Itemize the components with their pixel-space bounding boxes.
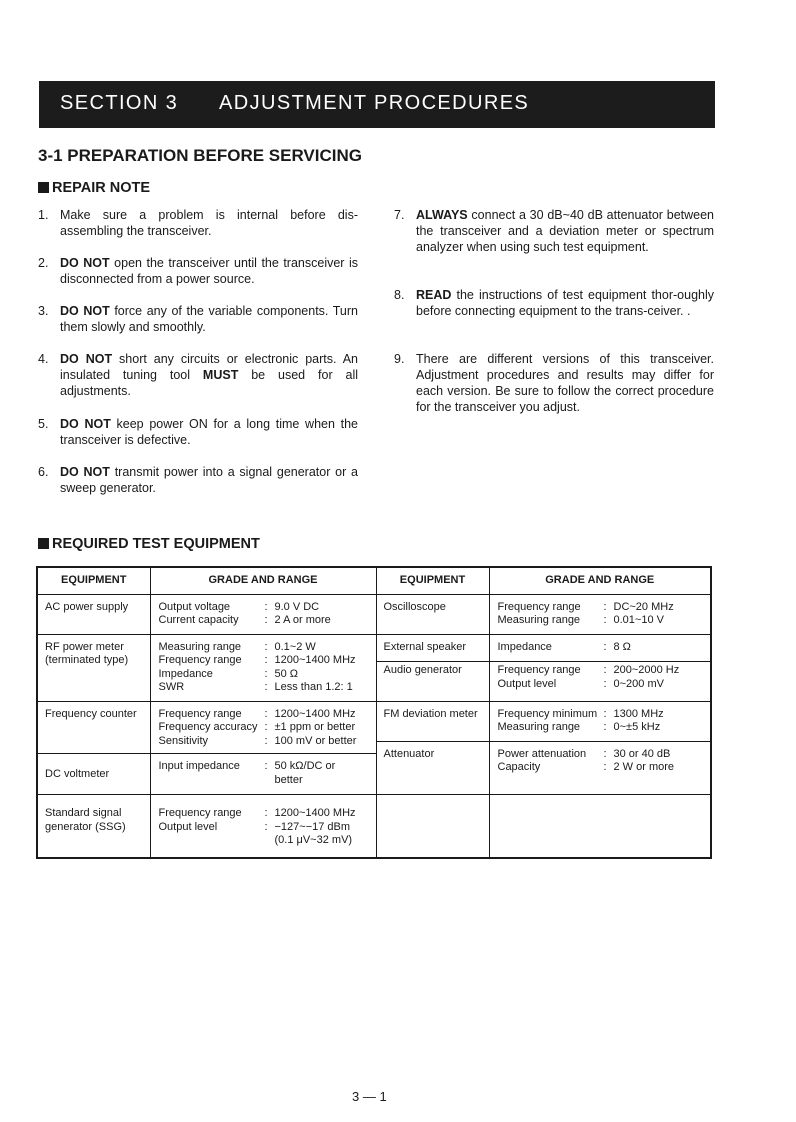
table-row [37, 795, 711, 859]
equipment-table [36, 566, 712, 859]
section-title: ADJUSTMENT PROCEDURES [219, 92, 530, 114]
grade-cell: Frequency range : 1200~1400 MHz Output level : −127~−17 dBm (0.1 μV~32 mV) [150, 795, 376, 859]
square-bullet-icon [38, 182, 49, 193]
note-item: 2. DO NOT open the transceiver until the transceiver is disconnected from a power source. [38, 256, 358, 286]
square-bullet-icon [38, 538, 49, 549]
note-item: 6. DO NOT transmit power into a signal generator or a sweep generator. [38, 465, 359, 495]
grade-cell: Frequency range : DC~20 MHz Measuring range : 0.01~10 V [489, 595, 711, 635]
note-item: 4. DO NOT short any circuits or electronic parts. An insulated tuning tool MUST be used for all adjustments. [38, 352, 359, 398]
equipment-cell: Audio generator [376, 662, 489, 702]
note-item: 3. DO NOT force any of the variable components. Turn them slowly and smoothly. [38, 304, 358, 334]
grade-cell: Frequency range : 200~2000 Hz Output level : 0~200 mV [489, 662, 711, 702]
empty-cell [489, 795, 711, 859]
column-header: GRADE AND RANGE [489, 567, 711, 595]
note-item: 1. Make sure a problem is internal before dis-assembling the transceiver. [38, 208, 358, 238]
table-row [37, 702, 711, 754]
note-item: 7. ALWAYS connect a 30 dB~40 dB attenuator between the transceiver and a deviation meter or spectrum analyzer when using such test equipment. [394, 208, 714, 254]
note-item: 5. DO NOT keep power ON for a long time when the transceiver is defective. [38, 417, 358, 447]
table-row [37, 595, 711, 635]
section-banner [39, 81, 715, 128]
equipment-cell: DC voltmeter [37, 754, 150, 795]
equipment-cell: RF power meter (terminated type) [37, 635, 150, 702]
column-header: GRADE AND RANGE [150, 567, 376, 595]
page-number: 3 — 1 [352, 1089, 387, 1104]
grade-cell: Frequency range : 1200~1400 MHz Frequency accuracy : ±1 ppm or better Sensitivity : 100 mV or better [150, 702, 376, 754]
equipment-cell: AC power supply [37, 595, 150, 635]
column-header: EQUIPMENT [376, 567, 489, 595]
equipment-cell: Frequency counter [37, 702, 150, 754]
grade-cell: Input impedance : 50 kΩ/DC or better [150, 754, 376, 795]
table-header-row [37, 567, 711, 595]
equipment-cell: Standard signal generator (SSG) [37, 795, 150, 859]
required-equipment-heading: REQUIRED TEST EQUIPMENT [38, 536, 260, 552]
equipment-cell: External speaker [376, 635, 489, 662]
column-header: EQUIPMENT [37, 567, 150, 595]
equipment-cell: Oscilloscope [376, 595, 489, 635]
empty-cell [376, 795, 489, 859]
repair-note-heading: REPAIR NOTE [38, 180, 150, 196]
table-row [37, 635, 711, 662]
grade-cell: Frequency minimum : 1300 MHz Measuring range : 0~±5 kHz Power attenuation : 30 or 40 dB Capacity : 2 W or more [489, 702, 711, 795]
note-item: 9. There are different versions of this transceiver. Adjustment procedures and results may differ for each version. Be sure to follow the correct procedure for the transceiver you adjust. [394, 352, 714, 414]
grade-cell: Measuring range : 0.1~2 W Frequency range : 1200~1400 MHz Impedance : 50 Ω SWR : Less than 1.2: 1 [150, 635, 376, 702]
page-heading: 3-1 PREPARATION BEFORE SERVICING [38, 146, 362, 165]
section-number: SECTION 3 [60, 92, 179, 114]
grade-cell: Impedance : 8 Ω [489, 635, 711, 662]
note-item: 8. READ the instructions of test equipment thor-oughly before connecting equipment to the trans-ceiver. . [394, 288, 714, 318]
grade-cell: Output voltage : 9.0 V DC Current capacity : 2 A or more [150, 595, 376, 635]
equipment-cell: FM deviation meter Attenuator [376, 702, 489, 795]
